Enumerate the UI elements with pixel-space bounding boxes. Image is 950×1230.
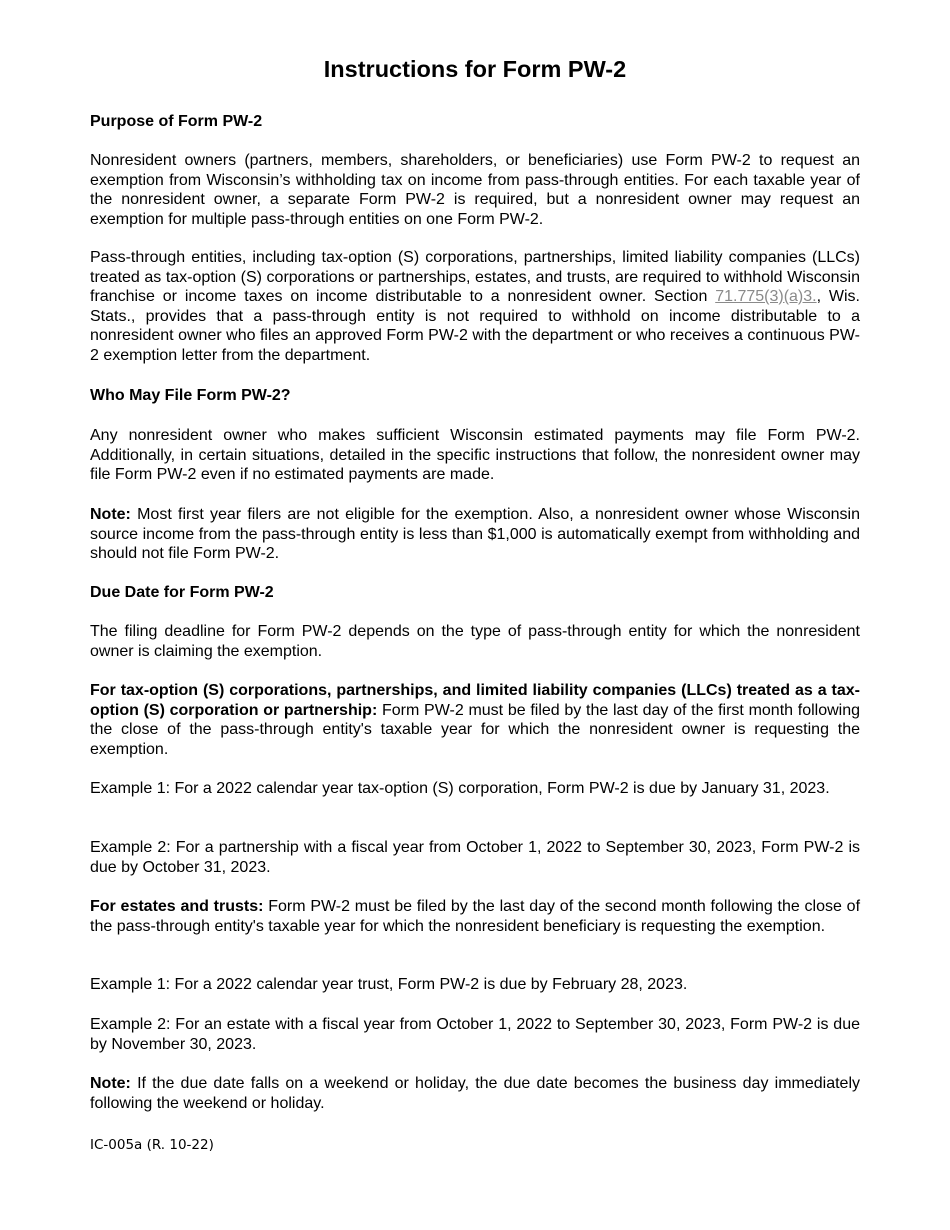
purpose-paragraph-2 bbox=[90, 248, 860, 365]
note-label: Note: bbox=[90, 506, 131, 523]
corporations-example-1: Example 1: For a 2022 calendar year tax-option (S) corporation, Form PW-2 is due by January 31, 2023. bbox=[90, 780, 830, 797]
corporations-label: For tax-option (S) corporations, partnerships, and limited liability companies (LLCs) treated as a tax-option (S) corporation or partnership: bbox=[90, 682, 860, 719]
purpose-paragraph-2-end: , Wis. Stats., provides that a pass-through entity is not required to withhold on income distributable to a nonresident owner who files an approved Form PW-2 with the department or who receives a continuous PW-2 exemption letter from the department. bbox=[90, 288, 860, 364]
due-date-heading: Due Date for Form PW-2 bbox=[90, 584, 274, 601]
estates-paragraph bbox=[90, 897, 860, 936]
statute-link[interactable]: 71.775(3)(a)3. bbox=[715, 288, 817, 305]
form-revision-footer: IC-005a (R. 10-22) bbox=[90, 1137, 214, 1153]
corporations-example-2: Example 2: For a partnership with a fiscal year from October 1, 2022 to September 30, 2023, Form PW-2 is due by October 31, 2023. bbox=[90, 839, 860, 876]
note-text: Most first year filers are not eligible for the exemption. Also, a nonresident owner whose Wisconsin source income from the pass-through entity is less than $1,000 is automatically exempt from withholding and should not file Form PW-2. bbox=[90, 506, 860, 562]
due-date-intro: The filing deadline for Form PW-2 depends on the type of pass-through entity for which the nonresident owner is claiming the exemption. bbox=[90, 623, 860, 660]
who-may-file-heading: Who May File Form PW-2? bbox=[90, 387, 291, 404]
estates-example-2: Example 2: For an estate with a fiscal year from October 1, 2022 to September 30, 2023, Form PW-2 is due by November 30, 2023. bbox=[90, 1016, 860, 1053]
who-may-file-note bbox=[90, 505, 860, 564]
note-text: If the due date falls on a weekend or holiday, the due date becomes the business day immediately following the weekend or holiday. bbox=[90, 1075, 860, 1112]
purpose-heading: Purpose of Form PW-2 bbox=[90, 113, 263, 130]
estates-example-1: Example 1: For a 2022 calendar year trust, Form PW-2 is due by February 28, 2023. bbox=[90, 976, 688, 993]
purpose-paragraph-2-start: Pass-through entities, including tax-option (S) corporations, partnerships, limited liability companies (LLCs) treated as tax-option (S) corporations or partnerships, estates, and trusts, are required to withhold Wisconsin franchise or income taxes on income distributable to a nonresident owner. Section bbox=[90, 249, 860, 305]
corporations-paragraph bbox=[90, 681, 860, 759]
estates-label: For estates and trusts: bbox=[90, 898, 264, 915]
who-may-file-paragraph: Any nonresident owner who makes sufficient Wisconsin estimated payments may file Form PW-2. Additionally, in certain situations, detailed in the specific instructions that follow, the nonresident owner may file Form PW-2 even if no estimated payments are made. bbox=[90, 427, 860, 483]
estates-text: Form PW-2 must be filed by the last day of the second month following the close of the pass-through entity's taxable year for which the nonresident beneficiary is requesting the exemption. bbox=[90, 898, 861, 935]
due-date-note bbox=[90, 1074, 860, 1113]
corporations-text: Form PW-2 must be filed by the last day of the first month following the close of the pass-through entity's taxable year for which the nonresident owner is requesting the exemption. bbox=[90, 701, 861, 758]
note-label: Note: bbox=[90, 1075, 131, 1092]
purpose-paragraph-1: Nonresident owners (partners, members, shareholders, or beneficiaries) use Form PW-2 to request an exemption from Wisconsin’s withholding tax on income from pass-through entities. For each taxable year of the nonresident owner, a separate Form PW-2 is required, but a nonresident owner may request an exemption for multiple pass-through entities on one Form PW-2. bbox=[90, 152, 860, 228]
document-title: Instructions for Form PW-2 bbox=[323, 56, 627, 82]
